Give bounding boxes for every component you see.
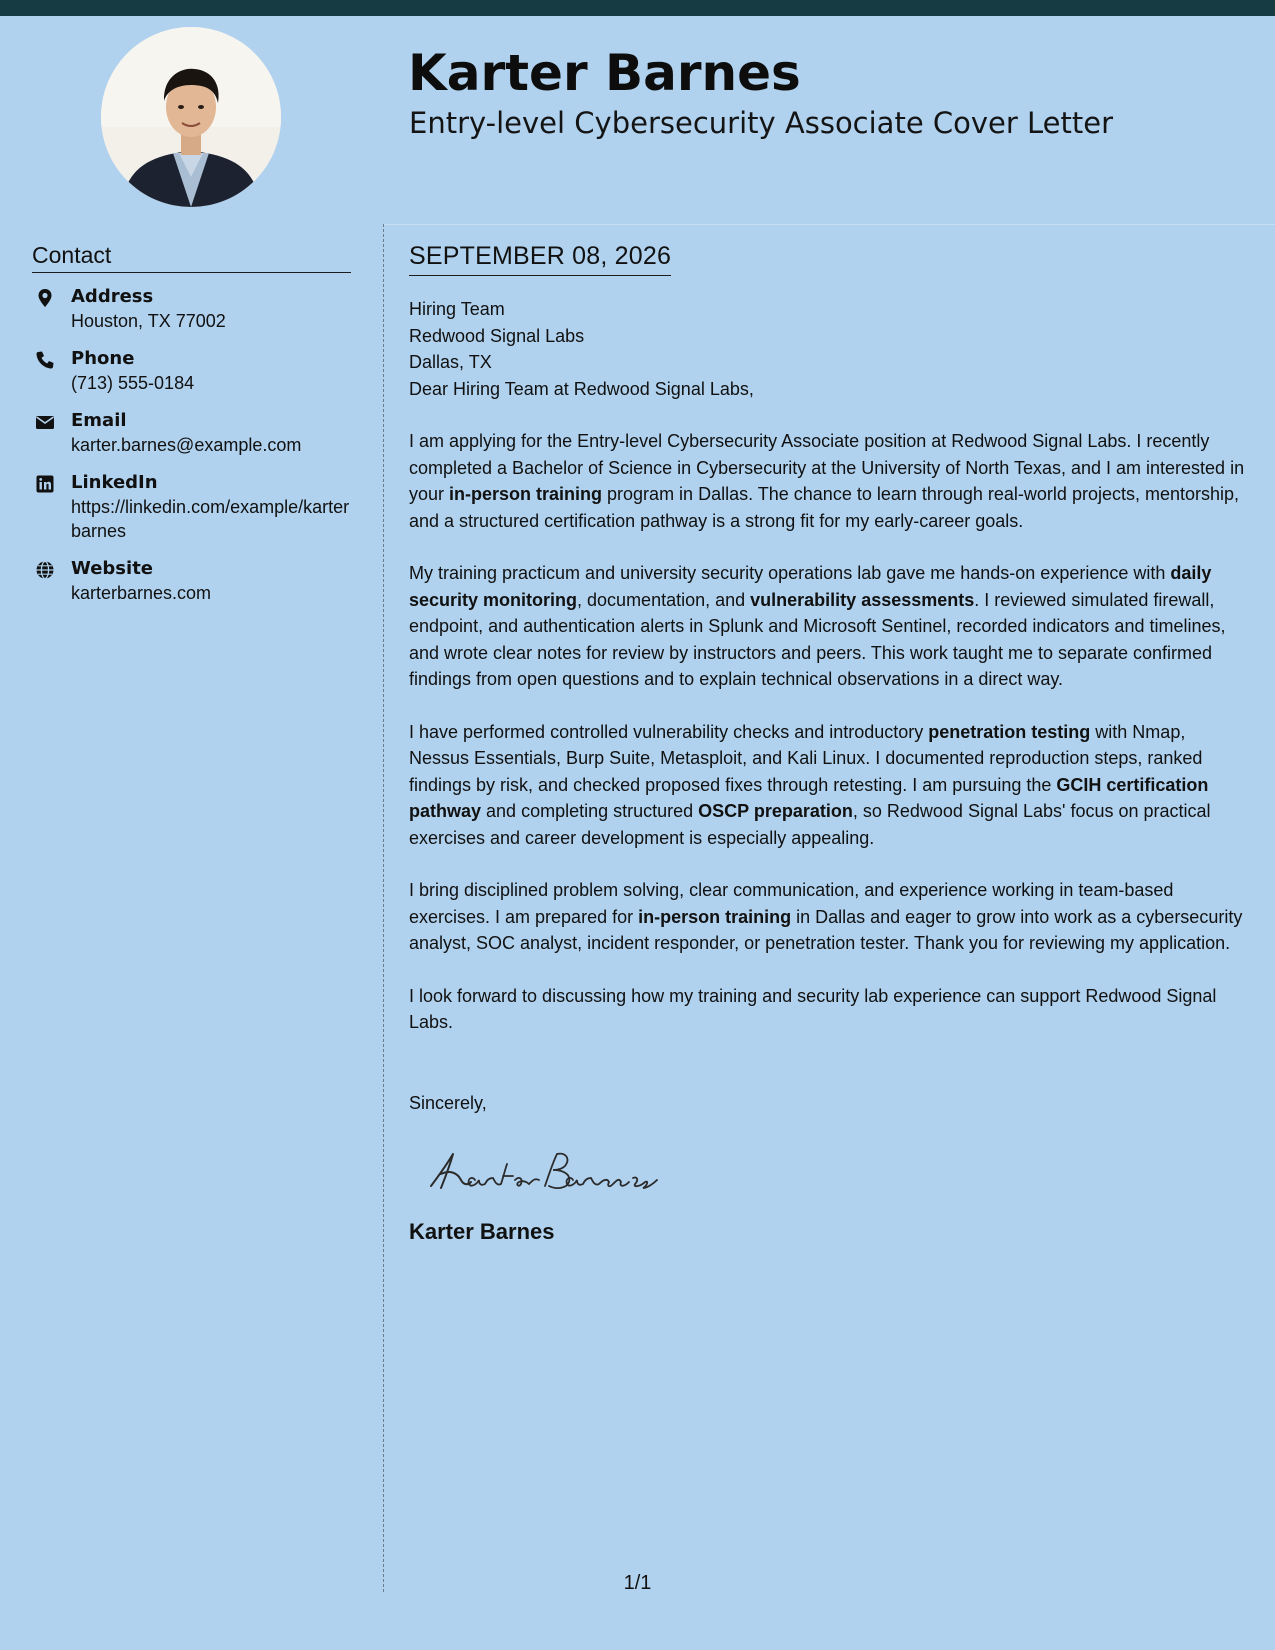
emphasis-text: penetration testing: [928, 721, 1091, 742]
contact-item-email: [32, 409, 351, 457]
recipient-line: Hiring Team: [409, 299, 505, 319]
paragraph-text: I am applying for the Entry-level Cybersecurity Associate position at Redwood Signal Labs. I recently completed a Bachelor of Science in Cybersecurity at the University of North Texas, and I am interested in your: [409, 431, 1245, 504]
body-paragraph: [409, 719, 1249, 852]
column-divider: [383, 224, 384, 1592]
paragraph-text: , documentation, and: [577, 589, 751, 610]
signer-name: Karter Barnes: [409, 1219, 555, 1244]
salutation: Dear Hiring Team at Redwood Signal Labs,: [409, 378, 754, 399]
contact-label: Website: [71, 558, 154, 579]
contact-section: [32, 240, 351, 619]
letter-body: [409, 240, 1249, 1246]
paragraph-text: I have performed controlled vulnerability checks and introductory: [409, 721, 929, 742]
body-paragraph: [409, 560, 1249, 693]
contact-value[interactable]: karter.barnes@example.com: [71, 435, 302, 455]
paragraph-text: I look forward to discussing how my training and security lab experience can support Redwood Signal Labs.: [409, 985, 1217, 1032]
paragraph-text: with Nmap, Nessus Essentials, Burp Suite, Metasploit, and Kali Linux. I documented reproduction steps, ranked findings by risk, and checked proposed fixes through retesting. I am pursuing the: [409, 721, 1203, 795]
header-divider: [384, 224, 1275, 225]
profile-photo: [101, 27, 281, 207]
closing: Sincerely,: [409, 1092, 487, 1113]
location-pin-icon: [35, 288, 55, 308]
contact-value: (713) 555-0184: [71, 373, 195, 393]
contact-item-phone: [32, 347, 351, 395]
contact-heading: Contact: [32, 240, 351, 273]
contact-label: LinkedIn: [71, 472, 158, 493]
emphasis-text: in-person training: [638, 906, 792, 927]
phone-icon: [35, 350, 55, 370]
paragraph-text: program in Dallas. The chance to learn through real-world projects, mentorship, and a structured certification pathway is a strong fit for my early-career goals.: [409, 484, 1240, 531]
paragraph-text: I bring disciplined problem solving, clear communication, and experience working in team-based exercises. I am prepared for: [409, 880, 1174, 927]
contact-value: Houston, TX 77002: [71, 311, 226, 331]
body-paragraph: [409, 983, 1249, 1036]
paragraph-text: and completing structured: [481, 801, 699, 821]
contact-label: Phone: [71, 348, 135, 369]
contact-item-address: [32, 285, 351, 333]
paragraph-text: . I reviewed simulated firewall, endpoint, and authentication alerts in Splunk and Microsoft Sentinel, recorded indicators and timelines, and wrote clear notes for review by instructors and peers. This work taught me to separate confirmed findings from open questions and to explain technical observations in a direct way.: [409, 589, 1226, 689]
document-subtitle: Entry-level Cybersecurity Associate Cover Letter: [409, 106, 1114, 140]
linkedin-icon: [35, 474, 55, 494]
recipient-line: Redwood Signal Labs: [409, 325, 585, 346]
recipient-line: Dallas, TX: [409, 352, 492, 372]
letter-paragraphs: [409, 428, 1249, 1036]
emphasis-text: OSCP preparation: [698, 801, 853, 821]
applicant-name: Karter Barnes: [408, 44, 801, 102]
contact-label: Address: [71, 286, 154, 307]
contact-value[interactable]: karterbarnes.com: [71, 583, 212, 603]
contact-value[interactable]: https://linkedin.com/example/karterbarnes: [71, 497, 350, 541]
body-paragraph: [409, 877, 1249, 957]
handwritten-signature: [423, 1144, 1249, 1200]
contact-item-website: [32, 557, 351, 605]
contact-item-linkedin: [32, 471, 351, 543]
emphasis-text: daily security monitoring: [409, 563, 1212, 610]
emphasis-text: vulnerability assessments: [750, 589, 975, 610]
emphasis-text: in-person training: [449, 484, 603, 504]
page-number: 1/1: [623, 1572, 652, 1594]
contact-label: Email: [71, 410, 127, 431]
emphasis-text: GCIH certification pathway: [409, 774, 1209, 821]
body-paragraph: [409, 428, 1249, 534]
recipient-block: [409, 296, 1249, 376]
envelope-icon: [35, 412, 55, 432]
letter-date: SEPTEMBER 08, 2026: [409, 240, 671, 276]
globe-icon: [35, 560, 55, 580]
paragraph-text: , so Redwood Signal Labs' focus on practical exercises and career development is especially appealing.: [409, 801, 1211, 848]
paragraph-text: in Dallas and eager to grow into work as a cybersecurity analyst, SOC analyst, incident responder, or penetration tester. Thank you for reviewing my application.: [409, 906, 1243, 953]
paragraph-text: My training practicum and university security operations lab gave me hands-on experience with: [409, 563, 1171, 583]
top-accent-bar: [0, 0, 1275, 16]
